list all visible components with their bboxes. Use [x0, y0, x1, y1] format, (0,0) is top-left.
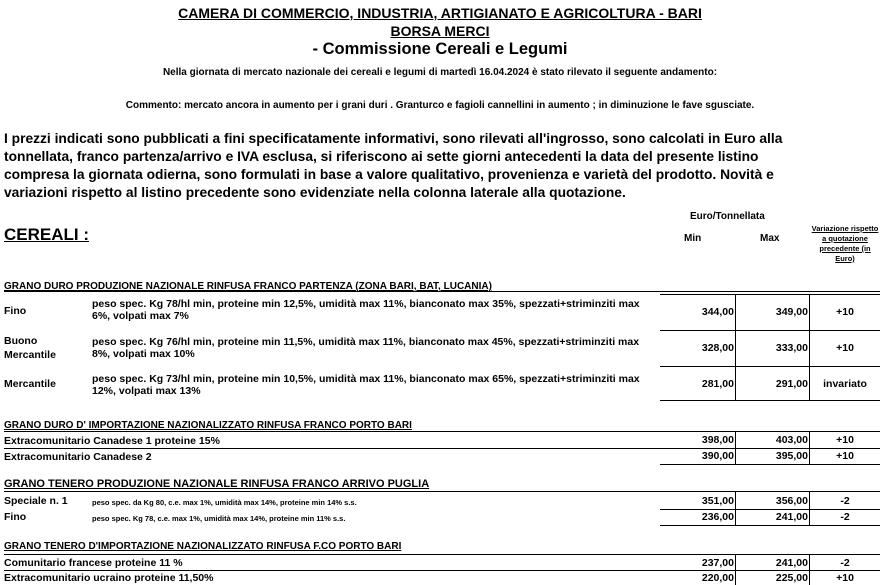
- min-price: 281,00: [701, 378, 734, 390]
- row-label: Fino: [4, 305, 27, 317]
- price-variation: +10: [836, 450, 854, 462]
- row-label: Buono Mercantile: [4, 335, 56, 361]
- price-variation: +10: [836, 342, 854, 354]
- row-label: Extracomunitario Canadese 2: [4, 451, 152, 463]
- table-line: [809, 554, 810, 585]
- table-line: [660, 509, 880, 510]
- chamber-title: CAMERA DI COMMERCIO, INDUSTRIA, ARTIGIANATO E AGRICOLTURA - BARI: [178, 5, 702, 21]
- section-divider: [4, 291, 880, 292]
- section-title: GRANO DURO D' IMPORTAZIONE NAZIONALIZZATO RINFUSA FRANCO PORTO BARI: [4, 420, 412, 431]
- price-variation: -2: [840, 495, 850, 507]
- intro-line: I prezzi indicati sono pubblicati a fini specificatamente informativi, sono rilevati all'ingrosso, sono calcolati in Euro alla: [4, 131, 783, 146]
- category-heading: CEREALI :: [4, 225, 89, 244]
- price-variation: invariato: [823, 378, 867, 390]
- min-price: 351,00: [701, 495, 734, 507]
- table-line: [735, 431, 736, 464]
- commission-title: - Commissione Cereali e Legumi: [312, 40, 568, 58]
- price-variation: +10: [836, 306, 854, 318]
- min-price: 220,00: [701, 572, 734, 584]
- row-label: Speciale n. 1: [4, 495, 68, 507]
- row-label: Fino: [4, 511, 27, 523]
- section-divider: [4, 491, 880, 492]
- borsa-merci-title: BORSA MERCI: [390, 23, 490, 39]
- table-line: [660, 294, 880, 295]
- row-description: peso spec. Kg 78/hl min, proteine min 12,5%, umidità max 11%, bianconato max 35%, spezzati+striminziti max 6%, volpati max 7%: [92, 298, 640, 322]
- price-variation: +10: [836, 434, 854, 446]
- intro-line: compresa la giornata odierna, sono formulati in base a valore qualitativo, provenienza e varietà del prodotto. Novità e: [4, 167, 774, 182]
- table-line: [660, 330, 880, 331]
- table-line: [660, 366, 880, 367]
- section-title: GRANO TENERO PRODUZIONE NAZIONALE RINFUSA FRANCO ARRIVO PUGLIA: [4, 478, 430, 490]
- max-price: 225,00: [775, 572, 808, 584]
- intro-paragraph: [4, 130, 880, 202]
- max-price: 291,00: [775, 378, 808, 390]
- table-line: [809, 294, 810, 400]
- price-variation: -2: [840, 557, 850, 569]
- max-price: 333,00: [775, 342, 808, 354]
- min-price: 328,00: [701, 342, 734, 354]
- intro-line: tonnellata, franco partenza/arrivo e IVA esclusa, si riferiscono ai sette giorni antecedenti la data del presente listino: [4, 149, 759, 164]
- row-label: Comunitario francese proteine 11 %: [4, 557, 183, 569]
- max-price: 403,00: [775, 434, 808, 446]
- price-variation: +10: [836, 572, 854, 584]
- max-price: 395,00: [775, 450, 808, 462]
- max-price: 241,00: [775, 511, 808, 523]
- min-price: 237,00: [701, 557, 734, 569]
- table-line: [809, 491, 810, 525]
- variation-header: Variazione rispetto a quotazione precedente (in Euro): [811, 224, 879, 263]
- section-title: GRANO DURO PRODUZIONE NAZIONALE RINFUSA FRANCO PARTENZA (ZONA BARI, BAT, LUCANIA): [4, 281, 492, 292]
- table-line: [809, 431, 810, 464]
- table-line: [660, 525, 880, 526]
- market-comment: Commento: mercato ancora in aumento per i grani duri . Granturco e fagioli cannellini in aumento ; in diminuzione le fave sgusciate.: [125, 100, 755, 111]
- row-label: Extracomunitario ucraino proteine 11,50%: [4, 572, 214, 584]
- market-day-text: Nella giornata di mercato nazionale dei cereali e legumi di martedì 16.04.2024 è stato rilevato il seguente andamento:: [162, 67, 718, 78]
- min-price: 236,00: [701, 511, 734, 523]
- row-description: peso spec. Kg 76/hl min, proteine min 11,5%, umidità max 11%, bianconato max 45%, spezzati+striminziti max 8%, volpati max 10%: [92, 336, 640, 360]
- section-title: GRANO TENERO D'IMPORTAZIONE NAZIONALIZZATO RINFUSA F.CO PORTO BARI: [4, 541, 402, 552]
- min-price: 390,00: [701, 450, 734, 462]
- table-line: [735, 554, 736, 585]
- row-label: Mercantile: [4, 378, 56, 390]
- table-line: [735, 491, 736, 525]
- price-variation: -2: [840, 511, 850, 523]
- row-description: peso spec. Kg 73/hl min, proteine min 10,5%, umidità max 11%, bianconato max 65%, spezzati+striminziti max 12%, volpati max 13%: [92, 373, 640, 397]
- min-price: 344,00: [701, 306, 734, 318]
- min-price: 398,00: [701, 434, 734, 446]
- row-description: peso spec. da Kg 80, c.e. max 1%, umidità max 14%, proteine min 14% s.s.: [92, 498, 357, 507]
- table-line: [660, 400, 880, 401]
- section-divider: [4, 431, 880, 432]
- intro-line: variazioni rispetto al listino precedente sono evidenziate nella colonna laterale alla quotazione.: [4, 185, 626, 200]
- section-divider: [4, 554, 880, 555]
- max-price: 349,00: [775, 306, 808, 318]
- table-line: [735, 294, 736, 400]
- max-header: Max: [760, 233, 780, 244]
- table-line: [660, 464, 880, 465]
- max-price: 356,00: [775, 495, 808, 507]
- row-description: peso spec. Kg 78, c.e. max 1%, umidità max 14%, proteine min 11% s.s.: [92, 514, 346, 523]
- unit-header: Euro/Tonnellata: [690, 211, 765, 222]
- row-divider: [4, 448, 880, 449]
- row-label: Extracomunitario Canadese 1 proteine 15%: [4, 435, 220, 447]
- min-header: Min: [684, 233, 702, 244]
- max-price: 241,00: [775, 557, 808, 569]
